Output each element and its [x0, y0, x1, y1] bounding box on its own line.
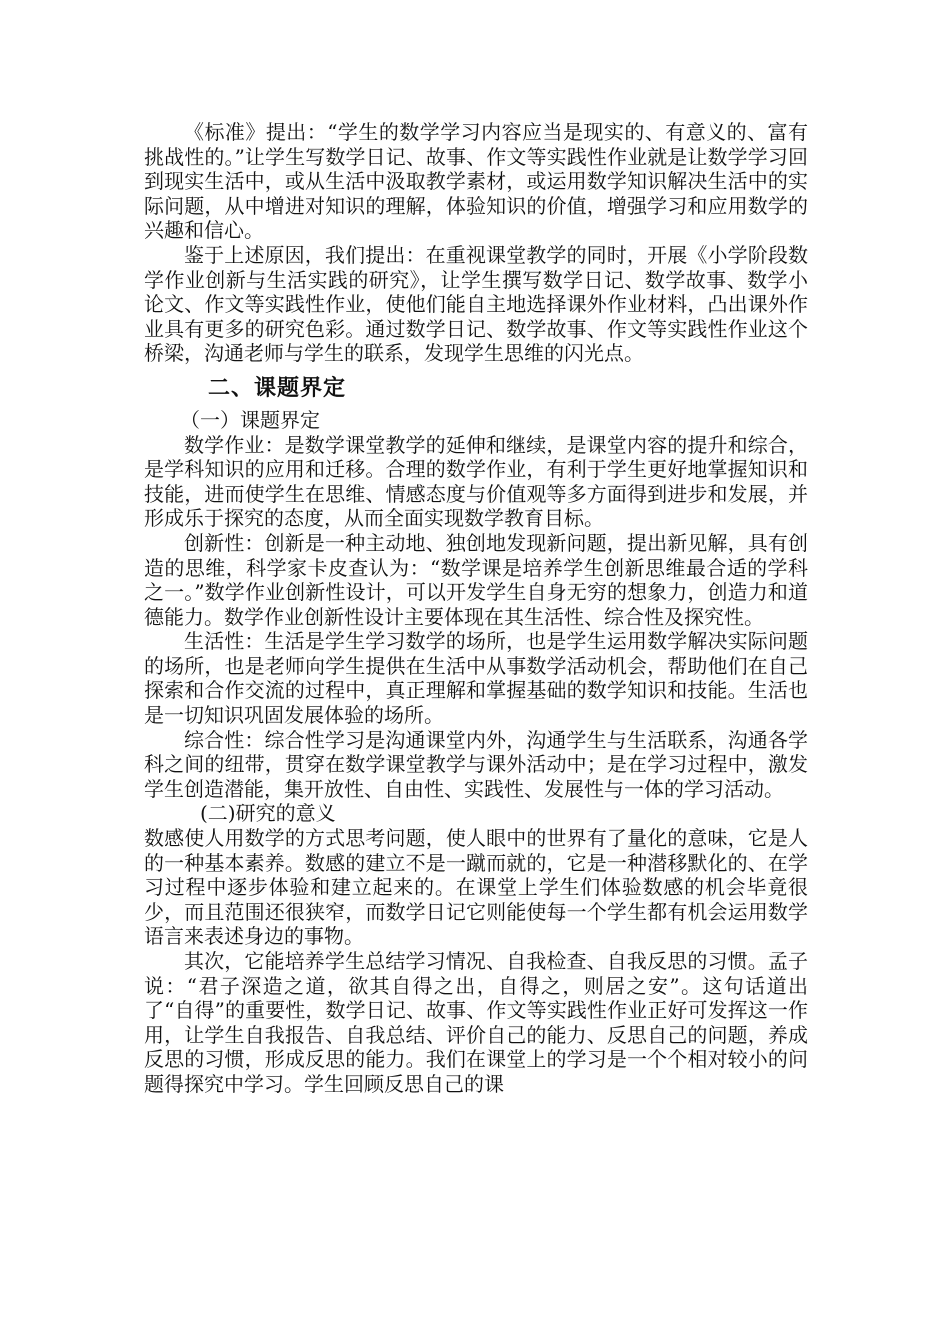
paragraph-innovation: 创新性：创新是一种主动地、独创地发现新问题，提出新见解，具有创造的思维，科学家卡皮查认为：“数学课是培养学生创新思维最合适的学科之一。”数学作业创新性设计，可以开发学生自身无穷的想象力，创造力和道德能力。数学作业创新性设计主要体现在其生活性、综合性及探究性。 [144, 530, 808, 629]
paragraph-research-proposal: 鉴于上述原因，我们提出：在重视课堂教学的同时，开展《小学阶段数学作业创新与生活实践的研究》，让学生撰写数学日记、数学故事、数学小论文、作文等实践性作业，使他们能自主地选择课外作业材料，凸出课外作业具有更多的研究色彩。通过数学日记、数学故事、作文等实践性作业这个桥梁，沟通老师与学生的联系，发现学生思维的闪光点。 [144, 242, 808, 366]
paragraph-reflection: 其次，它能培养学生总结学习情况、自我检查、自我反思的习惯。孟子说：“君子深造之道，欲其自得之出，自得之，则居之安”。这句话道出了“自得”的重要性，数学日记、故事、作文等实践性作业正好可发挥这一作用，让学生自我报告、自我总结、评价自己的能力、反思自己的问题，养成反思的习惯，形成反思的能力。我们在课堂上的学习是一个个相对较小的问题得探究中学习。学生回顾反思自己的课 [144, 949, 808, 1096]
section-heading: 二、课题界定 [208, 375, 347, 401]
paragraph-standard-quote: 《标准》提出：“学生的数学学习内容应当是现实的、有意义的、富有挑战性的。”让学生写数学日记、故事、作文等实践性作业就是让数学学习回到现实生活中，或从生活中汲取教学素材，或运用数学知识解决生活中的实际问题，从中增进对知识的理解，体验知识的价值，增强学习和应用数学的兴趣和信心。 [144, 120, 808, 243]
subsection-title-significance: (二)研究的意义 [200, 801, 336, 826]
subsection-title-definition: （一）课题界定 [180, 407, 320, 432]
paragraph-number-sense: 数感使人用数学的方式思考问题，使人眼中的世界有了量化的意味，它是人的一种基本素养。数感的建立不是一蹴而就的，它是一种潜移默化的、在学习过程中逐步体验和建立起来的。在课堂上学生们体验数感的机会毕竟很少，而且范围还很狭窄，而数学日记它则能使每一个学生都有机会运用数学语言来表述身边的事物。 [144, 826, 808, 949]
document-body [144, 120, 808, 1097]
paragraph-math-homework: 数学作业：是数学课堂教学的延伸和继续，是课堂内容的提升和综合，是学科知识的应用和迁移。合理的数学作业，有利于学生更好地掌握知识和技能，进而使学生在思维、情感态度与价值观等多方面得到进步和发展，并形成乐于探究的态度，从而全面实现数学教育目标。 [144, 432, 808, 531]
paragraph-life: 生活性：生活是学生学习数学的场所，也是学生运用数学解决实际问题的场所，也是老师向学生提供在生活中从事数学活动机会，帮助他们在自己探索和合作交流的过程中，真正理解和掌握基础的数学知识和技能。生活也是一切知识巩固发展体验的场所。 [144, 629, 808, 728]
paragraph-comprehensive: 综合性：综合性学习是沟通课堂内外，沟通学生与生活联系，沟通各学科之间的纽带，贯穿在数学课堂教学与课外活动中；是在学习过程中，激发学生创造潜能，集开放性、自由性、实践性、发展性与一体的学习活动。 [144, 727, 808, 801]
